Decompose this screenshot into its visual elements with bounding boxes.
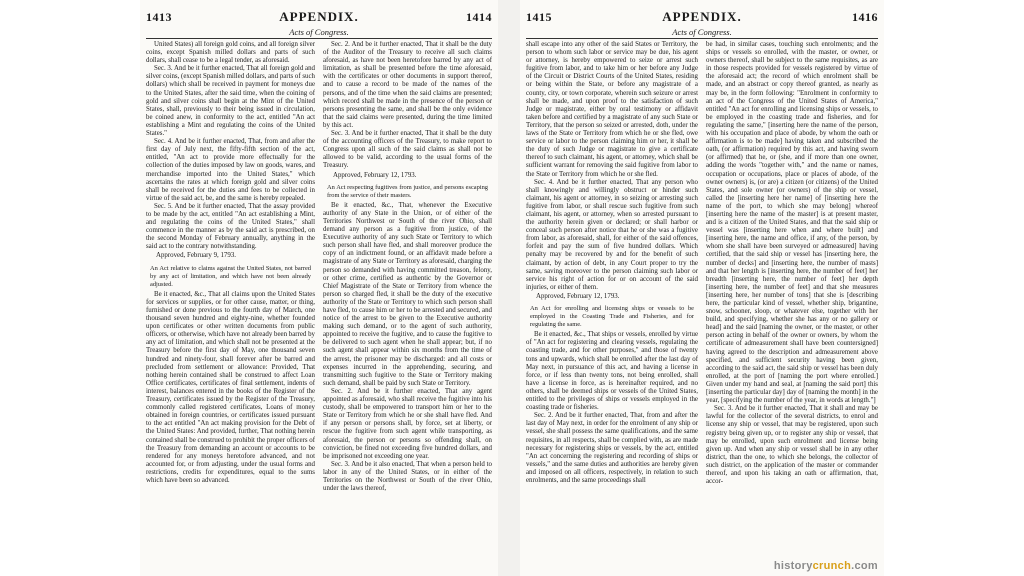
- watermark-suffix: .com: [851, 560, 878, 572]
- approved-line: Approved, February 9, 1793.: [156, 252, 236, 260]
- paragraph: Sec. 2. And be it further enacted, That, from and after the last day of May next, in order for the enrolment of any ship or vessel, she shall possess the same qualifications, and the same requisites, in all respects, shall be complied with, as are made necessary for registering ships or vessels, by the act, entitled "An act concerning the registering and recording of ships or vessels," and the same duties and authorities are hereby given and imposed on all officers, respectively, in relation to such enrolments, and the same proceedings shall: [526, 412, 698, 484]
- page-title: APPENDIX.: [662, 9, 742, 24]
- paragraph: Sec. 2. And be it further enacted, That it shall be the duty of the Auditor of the Treasury to receive all such claims aforesaid, as have not been heretofore barred by any act of limitation, as shall be presented before the time aforesaid, with the certificates or other documents in support thereof, and to cause a record to be made of the names of the persons, and of the time when the said claims are presented; which record shall be made in the presence of the person or persons presenting the same, and shall be the only evidence that the said claims were presented, during the time limited by this act.: [323, 41, 492, 129]
- paragraph: United States) all foreign gold coins, and all foreign silver coins, except Spanish milled dollars and parts of such dollars, shall cease to be a legal tender, as aforesaid.: [146, 41, 315, 65]
- paragraph: Be it enacted, &c., That, whenever the Executive authority of any State in the Union, or of either of the Territories Northwest or South of the river Ohio, shall demand any person as a fugitive from justice, of the Executive authority of any such State or Territory to which such person shall have fled, and shall moreover produce the copy of an indictment found, or an affidavit made before a magistrate of any State or Territory as aforesaid, charging the person so demanded with having committed treason, felony, or other crime, certified as authentic by the Governor or Chief Magistrate of the State or Territory from whence the person so charged fled, it shall be the duty of the executive authority of the State or Territory to which such person shall have fled, to cause him or her to be arrested and secured, and notice of the arrest to be given to the Executive authority making such demand, or to the agent of such authority, appointed to receive the fugitive, and to cause the fugitive to be delivered to such agent when he shall appear; but, if no such agent shall appear within six months from the time of the arrest, the prisoner may be discharged: and all costs or expenses incurred in the apprehending, securing, and transmitting such fugitive to the State or Territory making such demand, shall be paid by such State or Territory.: [323, 201, 492, 387]
- site-watermark: [774, 560, 878, 572]
- approved-line: Approved, February 12, 1793.: [333, 171, 417, 179]
- page-number: 1414: [465, 9, 492, 24]
- text-columns: [146, 41, 492, 572]
- right-page: [520, 0, 884, 576]
- paragraph: Sec. 3. And be it further enacted, That it shall and may be lawful for the collector of the several districts, to enrol and license any ship or vessel, that may be registered, upon such registry being given up, or to register any ship or vessel, that may be enrolled, upon such enrolment and license being given up. And when any ship or vessel shall be in any other district, than the one, to which she belongs, the collector of such district, on the application of the master or commander thereof, and upon his taking an oath or affirmation, that, accor-: [706, 405, 878, 486]
- right-page-column-1: [526, 41, 698, 572]
- act-title: An Act for enrolling and licensing ships or vessels to be employed in the Coasting Trade and Fisheries, and for regulating the same.: [530, 305, 694, 329]
- watermark-brand: crunch: [812, 560, 852, 572]
- page-number: 1415: [526, 9, 552, 24]
- paragraph: Sec. 5. And be it further enacted, That the assay provided to be made by the act, entitled "An act establishing a Mint, and regulating the coins of the United States," shall commence in the manner as by the said act is prescribed, on the second Monday of February annually, anything in the said act to the contrary notwithstanding.: [146, 202, 315, 251]
- header-rule: [146, 38, 492, 39]
- right-page-header: [526, 6, 878, 28]
- approved-line: Approved, February 12, 1793.: [536, 292, 620, 300]
- header-rule: [526, 38, 878, 39]
- left-page: [140, 0, 498, 576]
- right-page-column-2: [706, 41, 878, 572]
- left-page-column-2: [323, 41, 492, 572]
- left-page-column-1: [146, 41, 315, 572]
- paragraph: shall escape into any other of the said States or Territory, the person to whom such labor or service may be due, his agent or attorney, is hereby empowered to seize or arrest such fugitive from labor, and to take him or her before any Judge of the Circuit or District Courts of the United States, residing or being within the State, or before any magistrate of a county, city, or town corporate, wherein such seizure or arrest shall be made, and upon proof to the satisfaction of such Judge or magistrate, either by oral testimony or affidavit taken before and certified by a magistrate of any such State or Territory, that the person so seized or arrested, doth, under the laws of the State or Territory from which he or she fled, owe service or labor to the person claiming him or her, it shall be the duty of such Judge or magistrate to give a certificate thereof to such claimant, his agent, or attorney, which shall be sufficient warrant for removing the said fugitive from labor to the State or Territory from which he or she fled.: [526, 41, 698, 178]
- act-title: An Act relative to claims against the United States, not barred by any act of limitation, and which have not been already adjusted.: [150, 264, 311, 288]
- page-gutter: [498, 0, 520, 576]
- page-number: 1413: [146, 9, 172, 24]
- paragraph: Be it enacted, &c., That all claims upon the United States for services or supplies, or for other cause, matter, or thing, furnished or done previous to the fourth day of March, one thousand seven hundred and eighty-nine, whether founded upon certificates or other written documents from public officers, or otherwise, which have not already been barred by any act of limitation, and which shall not be presented at the Treasury before the first day of May, one thousand seven hundred and ninety-four, shall forever after be barred and precluded from settlement or allowance: Provided, That nothing herein contained shall be construed to affect Loan Office certificates, certificates of final settlement, indents of interest, balances entered in the books of the Register of the Treasury, certificates issued by the Register of the Treasury, commonly called registered certificates, Loans of money obtained in foreign countries, or certificates issued pursuant to the act entitled "An act making provision for the Debt of the United States: And provided, further, That nothing herein contained shall be construed to prohibit the proper officers of the Treasury from demanding an account or accounts to be rendered for any moneys heretofore advanced, and not accounted for, or from adjusting, under the usual forms and restrictions, credits for expenditures, equal to the sums which have been so advanced.: [146, 290, 315, 484]
- paragraph: Sec. 3. And be it further enacted, That all foreign gold and silver coins, (except Spanish milled dollars, and parts of such dollars) which shall be received in payment for moneys due to the United States, after the said time, when the coining of gold and silver coins shall begin at the Mint of the United States, shall, previously to their being issued in circulation, be coined anew, in conformity to the act, entitled "An act establishing a Mint and regulating the coins of the United States.": [146, 65, 315, 138]
- paragraph: Sec. 3. And be it also enacted, That when a person held to labor in any of the United States, or in either of the Territories on the Northwest or South of the river Ohio, under the laws thereof,: [323, 460, 492, 493]
- paragraph: Sec. 4. And be it further enacted, That, from and after the first day of July next, the fifty-fifth section of the act, entitled, "An act to provide more effectually for the collection of the duties imposed by law on goods, wares, and merchandise imported into the United States," which ascertains the rates at which foreign gold and silver coins shall be received for the duties and fees to be collected in virtue of the said act, be, and the same is hereby repealed.: [146, 138, 315, 202]
- page-number: 1416: [851, 9, 878, 24]
- page-subtitle: Acts of Congress.: [672, 27, 732, 37]
- text-columns: [526, 41, 878, 572]
- paragraph: Sec. 4. And be it further enacted, That any person who shall knowingly and willingly obstruct or hinder such claimant, his agent or attorney, in so seizing or arresting such fugitive from labor, or shall rescue such fugitive from such claimant, his agent, or attorney, when so arrested pursuant to the authority herein given or declared; or shall harbor or conceal such person after notice that he or she was a fugitive from labor, as aforesaid, shall, for either of the said offences, forfeit and pay the sum of five hundred dollars. Which penalty may be recovered by and for the benefit of such claimant, by action of debt, in any Court proper to try the same, saving moreover to the person claiming such labor or service his right of action for or on account of the said injuries, or either of them.: [526, 178, 698, 291]
- paragraph: Sec. 2. And be it further enacted, That any agent appointed as aforesaid, who shall receive the fugitive into his custody, shall be empowered to transport him or her to the State or Territory from which he or she shall have fled. And if any person or persons shall, by force, set at liberty, or rescue the fugitive from such agent while transporting, as aforesaid, the person or persons so offending shall, on conviction, be fined not exceeding five hundred dollars, and be imprisoned not exceeding one year.: [323, 387, 492, 460]
- watermark-prefix: history: [773, 560, 813, 572]
- left-page-header: [146, 6, 492, 28]
- paragraph: Be it enacted, &c., That ships or vessels, enrolled by virtue of "An act for registering and clearing vessels, regulating the coasting trade, and for other purposes," and those of twenty tons and upwards, which shall be enrolled after the last day of May next, in pursuance of this act, and having a license in force, or if less than twenty tons, not being enrolled, shall have a license in force, as is hereinafter required, and no others, shall be deemed ships or vessels of the United States, entitled to the privileges of ships or vessels employed in the coasting trade or fisheries.: [526, 331, 698, 412]
- act-title: An Act respecting fugitives from justice, and persons escaping from the service of their masters.: [327, 183, 488, 199]
- page-title: APPENDIX.: [279, 9, 359, 24]
- paragraph: be had, in similar cases, touching such enrolments; and the ships or vessels so enrolled, with the master, or owner, or owners thereof, shall be subject to the same requisites, as are in those respects provided for vessels registered by virtue of the aforesaid act; the record of which enrolment shall be made, and an abstract or copy thereof granted, as nearly as may be, in the form following: "Enrolment in conformity to an act of the Congress of the United States of America," entitled "An act for enrolling and licensing ships or vessels, to be employed in the coasting trade and fisheries, and for regulating the same," [inserting here the name of the person, with his occupation and place of abode, by whom the oath or affirmation is to be made] having taken and subscribed the oath, (or affirmation) required by this act, and having sworn (or affirmed) that he, or (she, and if more than one owner, adding the words "together with," and the name or names, occupation or occupations, place or places of abode, of the owner owners) is, (or are) a citizen (or citizens) of the United States, and sole owner (or owners) of the ship or vessel, called the [inserting here her name] of [inserting here the name of the port, to which she may belong] whereof [inserting here the name of the master] is at present master, and is a citizen of the United States, and that the said ship or vessel was [inserting here when and where built] and [inserting here, the name and office, if any, of the person, by whom she shall have been surveyed or admeasured] having certified, that the said ship or vessel has [inserting here, the number of decks] and [inserting here, the number of masts] and that her length is [inserting here, the number of feet] her breadth [inserting here, the number of feet] her depth [inserting here, the number of feet] and that she measures [inserting here, her number of tons] that she is [describing here, the particular kind of vessel, whether ship, brigantine, snow, schooner, sloop, or whatever else, together with her build, and specifying, whether she has any or no gallery or head] and the said [naming the owner, or the master, or other person acting in behalf of the owner or owners, by whom the certificate of admeasurement shall have been countersigned] having agreed to the description and admeasurement above specified, and sufficient security having been given, according to the said act, the said ship or vessel has been duly enrolled, at the port of [naming the port where enrolled.] Given under my hand and seal, at [naming the said port] this [inserting the particular day] day of [naming the month] in the year, [specifying the number of the year, in words at length."]: [706, 41, 878, 405]
- page-subtitle: Acts of Congress.: [289, 27, 349, 37]
- paragraph: Sec. 3. And be it further enacted, That it shall be the duty of the accounting officers of the Treasury, to make report to Congress upon all such of the said claims as shall not be allowed to be valid, according to the usual forms of the Treasury.: [323, 130, 492, 170]
